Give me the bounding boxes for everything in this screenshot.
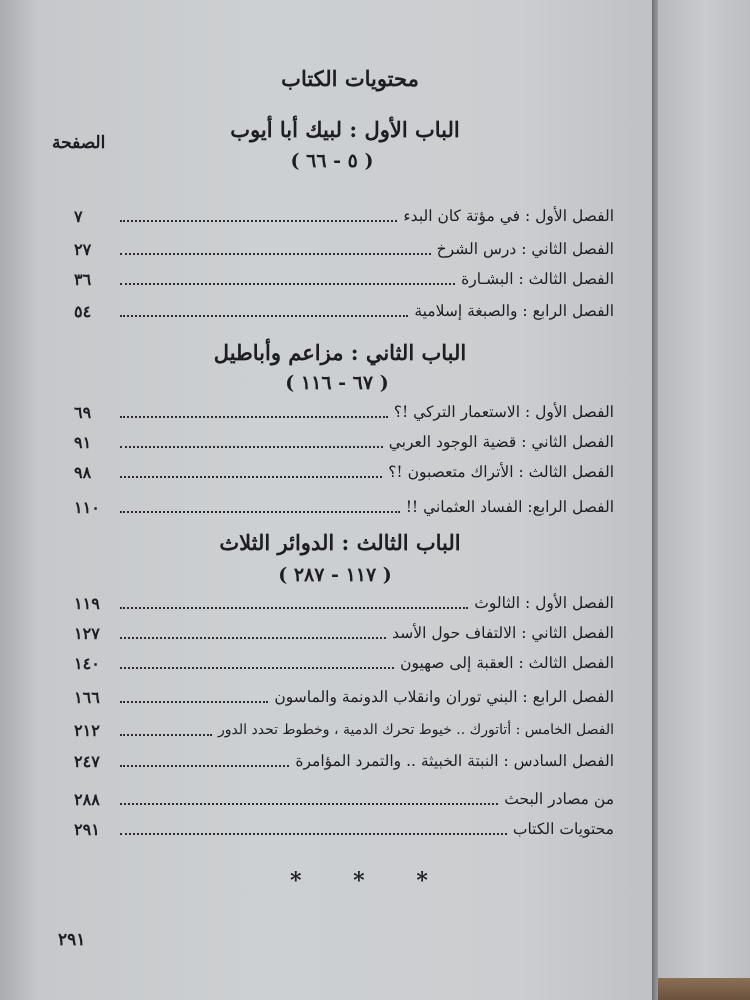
dot-leader [120, 445, 383, 448]
toc-chapter-title: الفصل الثاني : قضية الوجود العربي [388, 433, 614, 451]
toc-row[interactable] [74, 786, 614, 812]
toc-chapter-title: الفصل الرابع: الفساد العثماني !! [405, 498, 614, 516]
dot-leader [120, 252, 431, 255]
toc-chapter-title: الفصل الرابع : والصبغة إسلامية [414, 302, 614, 320]
toc-row[interactable] [74, 203, 614, 229]
toc-row[interactable] [74, 650, 614, 676]
dot-leader [120, 314, 408, 317]
toc-chapter-title: الفصل الثالث : البشـارة [461, 270, 614, 288]
toc-chapter-title: الفصل الثاني : الالتفاف حول الأسد [392, 624, 614, 642]
toc-chapter-title: الفصل الثاني : درس الشرخ [436, 240, 614, 258]
toc-page-number: ١١٠ [74, 497, 100, 517]
page-column-label: الصفحة [52, 133, 106, 153]
toc-page-number: ٩١ [74, 432, 92, 452]
part-2-range: ( ٦٧ - ١١٦ ) [285, 372, 389, 394]
toc-row[interactable] [74, 399, 614, 425]
toc-chapter-title: الفصل السادس : النبتة الخبيثة .. والتمرد المؤامرة [295, 752, 614, 770]
dot-leader [120, 510, 400, 513]
dot-leader [120, 219, 397, 222]
toc-page-number: ١٦٦ [74, 687, 100, 707]
dot-leader [120, 700, 268, 703]
part-3-range: ( ١١٧ - ٢٨٧ ) [278, 564, 392, 586]
toc-page-number: ٢٨٨ [74, 789, 100, 809]
facing-page-edge [658, 0, 750, 1000]
toc-row[interactable] [74, 590, 614, 616]
toc-page-number: ٢٧ [74, 239, 92, 259]
dot-leader [120, 606, 468, 609]
part-1-heading: الباب الأول : لبيك أبا أيوب [230, 117, 460, 142]
page-number: ٢٩١ [58, 930, 86, 950]
toc-chapter-title: الفصل الأول : في مؤتة كان البدء [403, 207, 614, 225]
toc-chapter-title: الفصل الثالث : الأتراك متعصبون !؟ [388, 463, 614, 481]
toc-chapter-title: الفصل الخامس : أتاتورك .. خيوط تحرك الدمية ، وخطوط تحدد الدور [218, 722, 614, 738]
toc-row[interactable] [74, 620, 614, 646]
toc-page-number: ١٤٠ [74, 653, 100, 673]
toc-row[interactable] [74, 494, 614, 520]
toc-chapter-title: محتويات الكتاب [512, 820, 614, 838]
toc-chapter-title: الفصل الأول : الثالوث [474, 594, 614, 612]
toc-row[interactable] [74, 266, 614, 292]
toc-page-number: ٢١٢ [74, 720, 100, 740]
toc-row[interactable] [74, 717, 614, 743]
dot-leader [120, 733, 212, 736]
toc-page-number: ٢٤٧ [74, 751, 100, 771]
toc-chapter-title: من مصادر البحث [504, 790, 614, 808]
toc-page-number: ٦٩ [74, 402, 92, 422]
toc-page-number: ٥٤ [74, 301, 92, 321]
toc-page-number: ١٢٧ [74, 623, 100, 643]
table-surface [658, 978, 750, 1000]
toc-row[interactable] [74, 459, 614, 485]
toc-chapter-title: الفصل الأول : الاستعمار التركي !؟ [393, 403, 614, 421]
dot-leader [120, 832, 507, 835]
toc-page-number: ٩٨ [74, 462, 92, 482]
toc-row[interactable] [74, 236, 614, 262]
toc-chapter-title: الفصل الثالث : العقبة إلى صهيون [400, 654, 614, 672]
dot-leader [120, 802, 498, 805]
toc-page-number: ٢٩١ [74, 819, 100, 839]
dot-leader [120, 415, 388, 418]
section-separator: * * * [290, 868, 450, 894]
dot-leader [120, 764, 289, 767]
toc-row[interactable] [74, 816, 614, 842]
toc-row[interactable] [74, 298, 614, 324]
toc-chapter-title: الفصل الرابع : البني توران وانقلاب الدونمة والماسون [274, 688, 614, 706]
toc-page-number: ٣٦ [74, 269, 92, 289]
toc-page-number: ١١٩ [74, 593, 100, 613]
part-3-heading: الباب الثالث : الدوائر الثلاث [219, 530, 461, 555]
part-2-heading: الباب الثاني : مزاعم وأباطيل [213, 340, 467, 365]
toc-row[interactable] [74, 684, 614, 710]
toc-row[interactable] [74, 748, 614, 774]
dot-leader [120, 666, 394, 669]
toc-row[interactable] [74, 429, 614, 455]
toc-page-number: ٧ [74, 206, 83, 226]
part-1-range: ( ٥ - ٦٦ ) [290, 150, 374, 172]
dot-leader [120, 636, 386, 639]
dot-leader [120, 475, 382, 478]
page-title: محتويات الكتاب [281, 66, 419, 91]
dot-leader [120, 282, 455, 285]
